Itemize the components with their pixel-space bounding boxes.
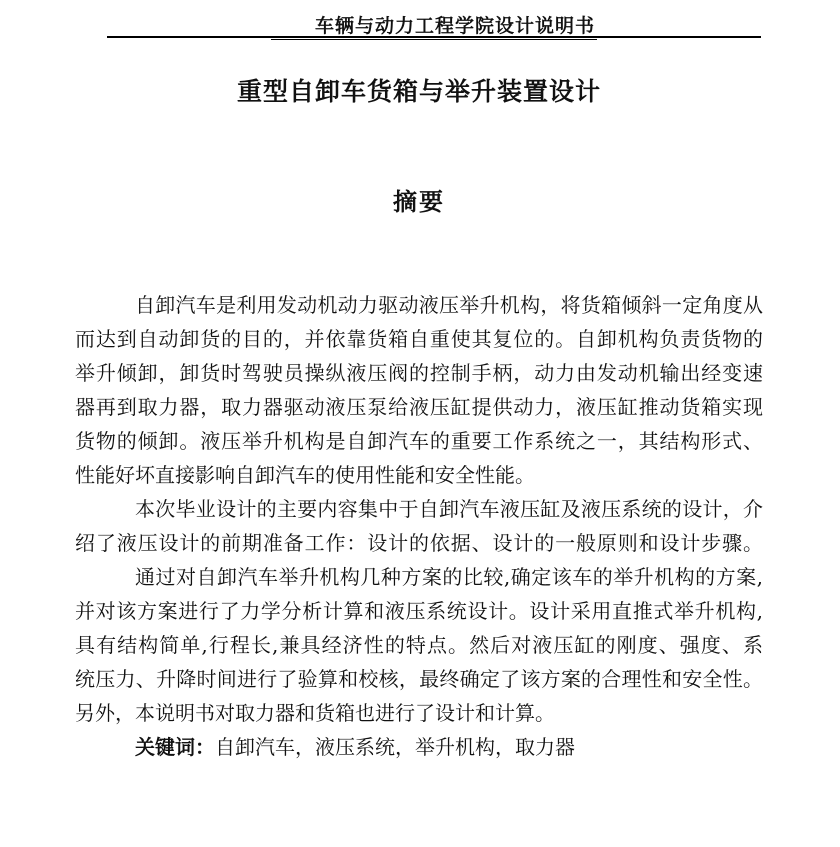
document-title: 重型自卸车货箱与举升装置设计 — [236, 77, 601, 106]
abstract-body — [75, 288, 763, 764]
body-text-line: 绍了液压设计的前期准备工作：设计的依据、设计的一般原则和设计步骤。 — [75, 531, 763, 555]
body-text-line: 具有结构简单,行程长,兼具经济性的特点。然后对液压缸的刚度、强度、系 — [75, 633, 763, 657]
body-text-line: 通过对自卸汽车举升机构几种方案的比较,确定该车的举升机构的方案, — [135, 565, 763, 589]
keywords-text: 自卸汽车，液压系统，举升机构，取力器 — [215, 735, 575, 759]
keywords-line — [75, 730, 763, 764]
body-text-line: 性能好坏直接影响自卸汽车的使用性能和安全性能。 — [75, 463, 535, 487]
body-text-line: 本次毕业设计的主要内容集中于自卸汽车液压缸及液压系统的设计，介 — [135, 497, 763, 521]
running-header-title: 车辆与动力工程学院设计说明书 — [271, 11, 597, 40]
body-text-line: 举升倾卸，卸货时驾驶员操纵液压阀的控制手柄，动力由发动机输出经变速 — [75, 361, 763, 385]
abstract-heading: 摘要 — [393, 188, 445, 216]
body-text-line: 另外，本说明书对取力器和货箱也进行了设计和计算。 — [75, 701, 555, 725]
running-header — [107, 0, 761, 38]
body-text-line: 统压力、升降时间进行了验算和校核，最终确定了该方案的合理性和安全性。 — [75, 667, 763, 691]
body-text-line: 器再到取力器，取力器驱动液压泵给液压缸提供动力，液压缸推动货箱实现 — [75, 395, 763, 419]
body-text-line: 货物的倾卸。液压举升机构是自卸汽车的重要工作系统之一，其结构形式、 — [75, 429, 763, 453]
body-text-line: 并对该方案进行了力学分析计算和液压系统设计。设计采用直推式举升机构, — [75, 599, 763, 623]
abstract-paragraph-lines — [75, 288, 763, 730]
body-text-line: 自卸汽车是利用发动机动力驱动液压举升机构，将货箱倾斜一定角度从 — [135, 293, 763, 317]
body-text-line: 而达到自动卸货的目的，并依靠货箱自重使其复位的。自卸机构负责货物的 — [75, 327, 763, 351]
keywords-label: 关键词： — [135, 735, 215, 759]
